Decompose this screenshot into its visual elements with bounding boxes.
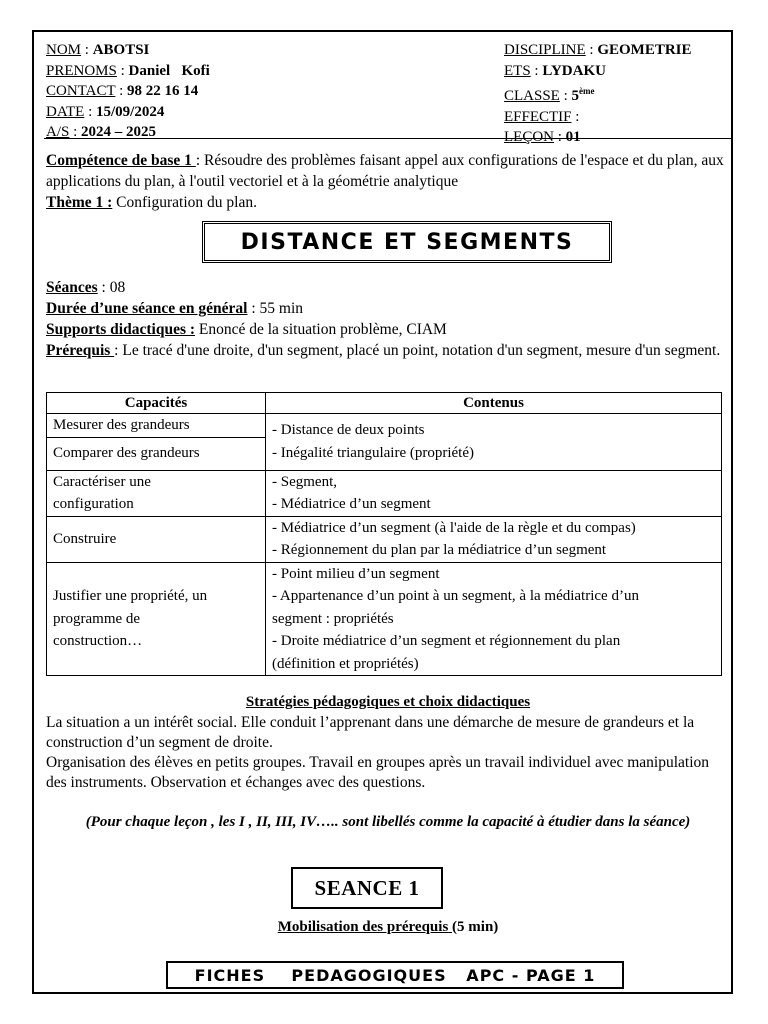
header-right <box>504 40 692 148</box>
contact-value: 98 22 16 14 <box>127 83 199 99</box>
table-row <box>47 516 722 562</box>
table-row <box>47 470 722 516</box>
classe-row: CLASSE : 5ème <box>504 86 595 104</box>
header-divider <box>44 138 732 139</box>
contenu-cell: - Segment, - Médiatrice d’un segment <box>266 470 722 516</box>
footer-banner: FICHES PEDAGOGIQUES APC - PAGE 1 <box>166 961 624 989</box>
lesson-title: DISTANCE ET SEGMENTS <box>202 221 612 263</box>
theme: Thème 1 : Configuration du plan. <box>46 194 257 211</box>
contenu-cell: - Distance de deux points - Inégalité triangulaire (propriété) <box>266 414 722 471</box>
annee-scolaire-row: A/S : 2024 – 2025 <box>46 124 157 140</box>
table-row <box>47 414 722 438</box>
strategies-body <box>46 713 730 793</box>
italic-note: (Pour chaque leçon , les I , II, III, IV….. sont libellés comme la capacité à étudier dans la séance) <box>85 814 691 830</box>
contenu-cell: - Médiatrice d’un segment (à l'aide de la règle et du compas) - Régionnement du plan par la médiatrice d’un segment <box>266 516 722 562</box>
strategies-p2: Organisation des élèves en petits groupes. Travail en groupes après un travail individuel avec manipulation des instruments. Observation et échanges avec des questions. <box>46 754 710 791</box>
seances-line: Séances : 08 <box>46 279 126 296</box>
lecon-value: 01 <box>565 129 581 145</box>
table-header-row <box>47 393 722 414</box>
capacite-cell: Construire <box>47 516 266 562</box>
date-value: 15/09/2024 <box>96 103 165 120</box>
contenu-cell: - Point milieu d’un segment - Appartenance d’un point à un segment, à la médiatrice d’un segment : propriétés - Droite médiatrice d’un segment et régionnement du plan (définition et propriétés) <box>266 562 722 676</box>
header-left <box>46 40 210 143</box>
prerequis-line: Prérequis : Le tracé d'une droite, d'un segment, placé un point, notation d'un segment, mesure d'un segment. <box>46 342 721 359</box>
strategies-title: Stratégies pédagogiques et choix didactiques <box>245 694 531 710</box>
nom-value: ABOTSI <box>92 42 150 58</box>
capacite-cell: Comparer des grandeurs <box>47 437 266 470</box>
seance-title: SEANCE 1 <box>291 867 443 909</box>
classe-value: 5 <box>571 88 580 104</box>
effectif-row: EFFECTIF : <box>504 108 580 125</box>
header-contenus: Contenus <box>266 393 722 414</box>
capacites-table <box>46 392 722 676</box>
discipline-value: GEOMETRIE <box>597 42 692 58</box>
prenoms-value: Daniel Kofi <box>128 62 210 79</box>
competence: Compétence de base 1 : Résoudre des problèmes faisant appel aux configurations de l'espace et du plan, aux applications du plan, à l'outil vectoriel et à la géométrie analytique <box>46 152 724 190</box>
nom-row: NOM : ABOTSI <box>46 42 150 58</box>
supports-line: Supports didactiques : Enoncé de la situation problème, CIAM <box>46 321 447 338</box>
classe-sup: ème <box>579 86 595 96</box>
mobilisation-heading: Mobilisation des prérequis (5 min) <box>277 919 499 935</box>
header-capacites: Capacités <box>47 393 266 414</box>
ets-value: LYDAKU <box>542 62 606 79</box>
lecon-row: LEÇON : 01 <box>504 129 581 145</box>
annee-scolaire-value: 2024 – 2025 <box>81 124 157 140</box>
duree-line: Durée d’une séance en général : 55 min <box>46 300 304 317</box>
info-block <box>46 277 730 361</box>
date-row: DATE : 15/09/2024 <box>46 103 165 120</box>
table-row <box>47 562 722 676</box>
competence-block <box>46 150 730 213</box>
capacite-cell: Justifier une propriété, un programme de construction… <box>47 562 266 676</box>
discipline-row: DISCIPLINE : GEOMETRIE <box>504 42 692 58</box>
prenoms-row: PRENOMS : Daniel Kofi <box>46 62 210 79</box>
capacite-cell: Mesurer des grandeurs <box>47 414 266 438</box>
strategies-p1: La situation a un intérêt social. Elle conduit l’apprenant dans une démarche de mesure de grandeurs et la construction d’un segment de droite. <box>46 714 695 751</box>
contact-row: CONTACT : 98 22 16 14 <box>46 83 199 99</box>
ets-row: ETS : LYDAKU <box>504 62 606 79</box>
capacite-cell: Caractériser une configuration <box>47 470 266 516</box>
